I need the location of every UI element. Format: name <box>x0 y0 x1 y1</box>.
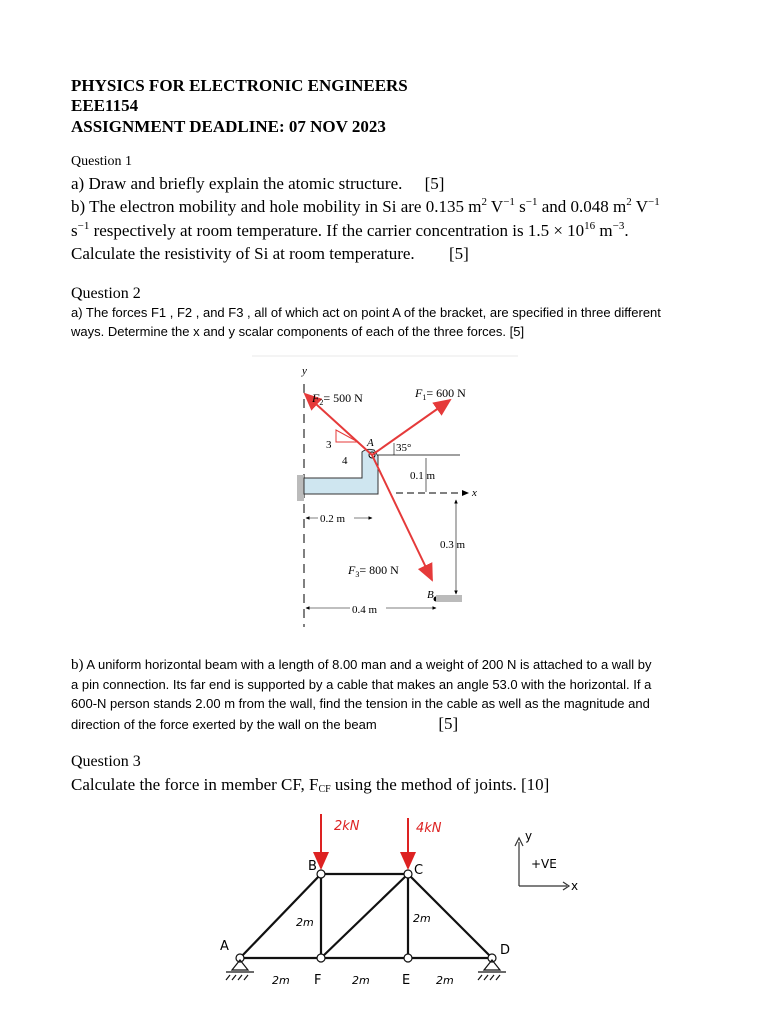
assignment-deadline: ASSIGNMENT DEADLINE: 07 NOV 2023 <box>71 117 386 136</box>
q2-b-line3: 600-N person stands 2.00 m from the wall, find the tension in the cable as well as the magnitude and <box>71 696 650 711</box>
dim-0-3-label: 0.3 m <box>440 539 466 551</box>
height-left-label: 2m <box>296 916 314 929</box>
q1-b-text-1: b) The electron mobility and hole mobility in Si are 0.135 m <box>71 197 482 216</box>
span-2-label: 2m <box>352 974 370 987</box>
q2-b-prefix: b) <box>71 657 84 673</box>
joint-e <box>404 954 412 962</box>
q1-heading: Question 1 <box>71 154 133 169</box>
q1-part-b-line2: $s^{-1}$ respectively at room temperature. If the carrier concentration is $1.5 \times 10^{16}$ $m^{-3}$. <box>71 220 629 240</box>
joint-c <box>404 870 412 878</box>
point-a-label: A <box>367 437 374 449</box>
sign-positive-label: +VE <box>531 857 557 871</box>
f3-label: $F_3= 800$ N <box>348 563 399 579</box>
load-c-label: 4kN <box>416 821 442 836</box>
support-b <box>436 595 462 602</box>
node-b-label: B <box>308 859 317 874</box>
q3-text-sub: CF <box>318 784 331 795</box>
course-title: PHYSICS FOR ELECTRONIC ENGINEERS <box>71 76 408 95</box>
q1-b-text-4: Calculate the resistivity of Si at room temperature. <box>71 244 415 263</box>
q1-part-b-line1: b) The electron mobility and hole mobility in Si are 0.135 $m^2$ $V^{-1}$ $s^{-1}$ and 0.048 $m^2$ $V^{-1}$ <box>71 196 660 216</box>
sign-convention <box>505 826 595 896</box>
truss-diagram <box>210 808 510 1003</box>
node-e-label: E <box>402 973 411 988</box>
q2-a-line2: ways. Determine the x and y scalar components of each of the three forces. [5] <box>71 324 525 339</box>
node-d-label: D <box>500 943 510 958</box>
q2-b-marks: [5] <box>438 714 459 733</box>
point-b-label: B <box>427 589 434 601</box>
q2-b-line4 <box>71 714 458 734</box>
q3-text <box>71 775 549 795</box>
q1-b-text-2: and 0.048 m <box>537 197 627 216</box>
joint-f <box>317 954 325 962</box>
span-1-label: 2m <box>272 974 290 987</box>
y-axis-label: y <box>302 365 307 377</box>
sign-y-label: y <box>525 829 533 843</box>
q3-heading: Question 3 <box>71 753 141 770</box>
node-f-label: F <box>314 973 322 988</box>
q1-a-text: a) Draw and briefly explain the atomic structure. <box>71 174 403 193</box>
x-axis-label: x <box>472 487 477 499</box>
joint-b <box>317 870 325 878</box>
truss-members <box>240 874 492 958</box>
slope-4-label: 4 <box>342 455 348 467</box>
bracket-force-diagram <box>250 352 520 637</box>
f1-label: $F_1= 600$ N <box>415 386 466 402</box>
q2-b-line1 <box>71 657 652 674</box>
f2-label: $F_2= 500$ N <box>312 391 363 407</box>
q1-part-b-line3 <box>71 244 469 264</box>
load-b-label: 2kN <box>334 819 360 834</box>
q2-heading: Question 2 <box>71 285 141 302</box>
height-right-label: 2m <box>413 912 431 925</box>
q1-a-marks: [5] <box>424 174 445 193</box>
q1-b-text-3: respectively at room temperature. If the carrier concentration is 1.5 × 10 <box>89 221 585 240</box>
span-3-label: 2m <box>436 974 454 987</box>
q1-b-marks: [5] <box>448 244 469 263</box>
dim-0-1-label: 0.1 m <box>410 470 436 482</box>
node-a-label: A <box>220 939 229 954</box>
dim-0-2-label: 0.2 m <box>320 513 346 525</box>
angle-35-label: 35° <box>396 442 412 454</box>
q2-b-line2: a pin connection. Its far end is supported by a cable that makes an angle 53.0 with the horizontal. If a <box>71 677 652 692</box>
q2-b-text-1: A uniform horizontal beam with a length of 8.00 man and a weight of 200 N is attached to a wall by <box>86 657 652 672</box>
q2-b-text-4: direction of the force exerted by the wall on the beam <box>71 717 377 732</box>
q3-text-post: using the method of joints. [10] <box>330 775 550 794</box>
dim-0-4-label: 0.4 m <box>352 604 378 616</box>
bracket <box>304 449 378 494</box>
q1-part-a <box>71 174 444 194</box>
wall-block <box>297 475 304 501</box>
q3-text-pre: Calculate the force in member CF, F <box>71 775 319 794</box>
course-code: EEE1154 <box>71 96 139 115</box>
sign-x-label: x <box>571 879 579 893</box>
node-c-label: C <box>414 863 424 878</box>
q2-a-line1: a) The forces F1 , F2 , and F3 , all of which act on point A of the bracket, are specified in three different <box>71 305 661 320</box>
slope-3-label: 3 <box>326 439 332 451</box>
